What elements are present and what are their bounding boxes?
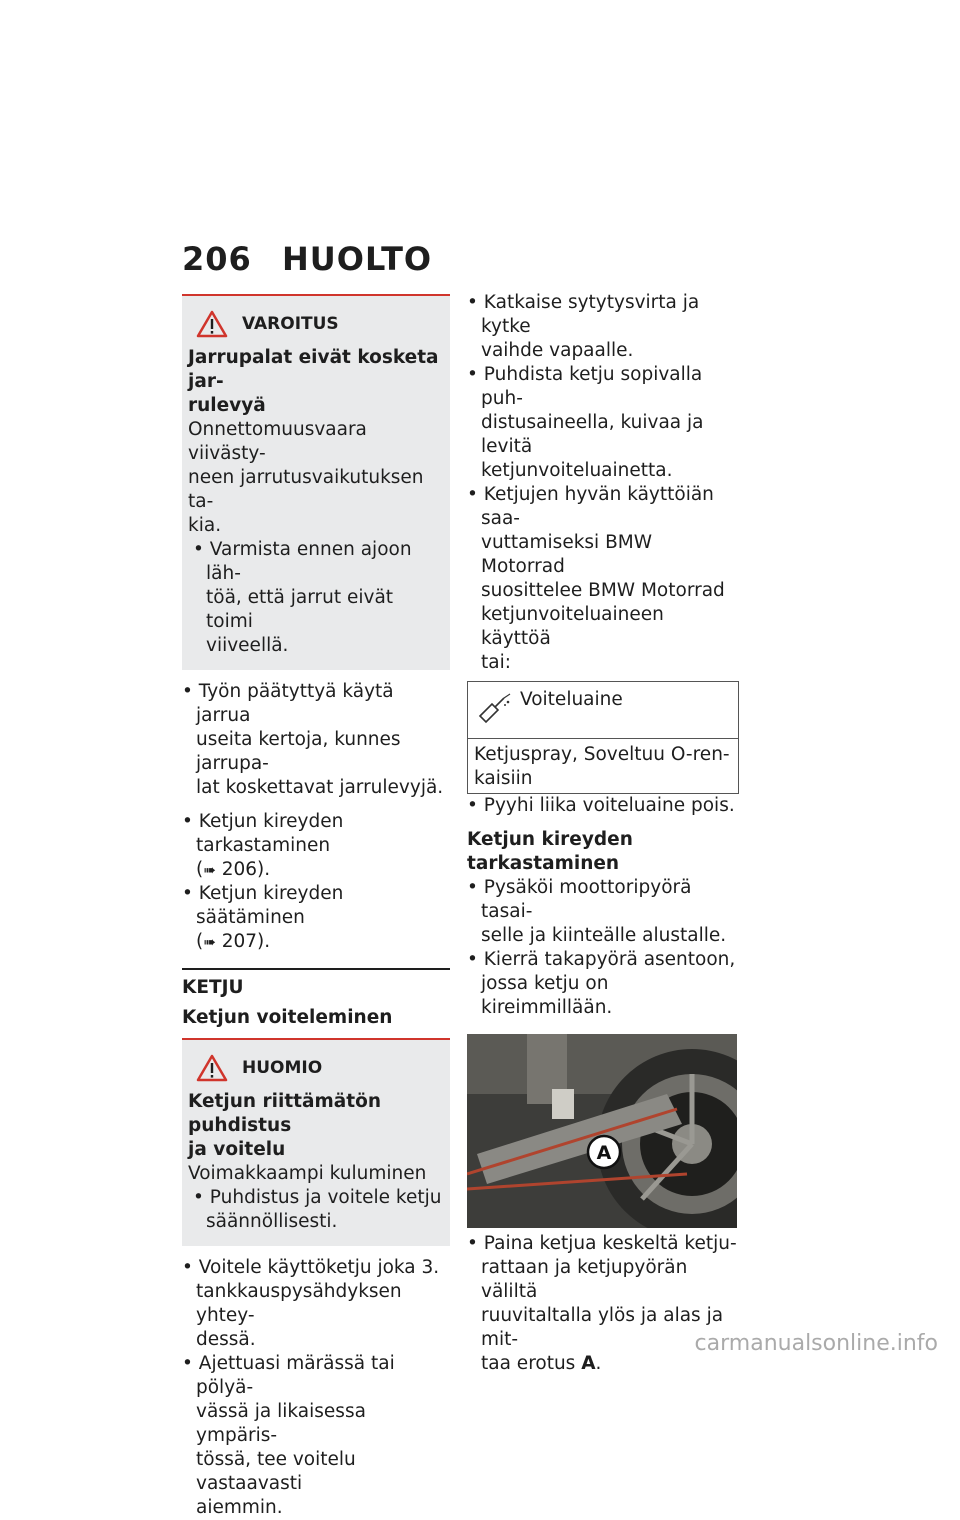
notice-title-line2: ja voitelu (188, 1139, 286, 1160)
list-item-line: Pysäköi moottoripyörä tasai- (481, 877, 692, 922)
warning-bullet-line2: töä, että jarrut eivät toimi (206, 587, 394, 632)
list-item-line: ketjunvoiteluaineen käyttöä (481, 604, 664, 649)
warning-title-line2: rulevyä (188, 395, 266, 416)
list-item-line: ketjunvoiteluainetta. (481, 460, 673, 481)
list-item-line: Ketjujen hyvän käyttöiän saa- (481, 484, 714, 529)
warning-triangle-icon (196, 1054, 228, 1082)
list-item-line: rattaan ja ketjupyörän väliltä (481, 1257, 688, 1302)
list-item-line: distusaineella, kuivaa ja levitä (481, 412, 704, 457)
cross-reference-1[interactable]: • Ketjun kireyden tarkastaminen (➠ 206). (182, 811, 344, 880)
notice-text: Voimakkaampi kuluminen (188, 1163, 427, 1184)
notice-bullet-line2: säännöllisesti. (206, 1211, 338, 1232)
list-item-line: suosittelee BMW Motorrad (481, 580, 725, 601)
warning-title-line1: Jarrupalat eivät kosketa jar- (188, 347, 439, 392)
warning-label: VAROITUS (242, 314, 339, 334)
list-item: • Paina ketjua keskeltä ketju- rattaan ja ketjupyörän väliltä ruuvitaltalla ylös ja alas ja mit- taa erotus A. (467, 1232, 739, 1376)
list-item-line: tankkauspysähdyksen yhtey- (196, 1281, 402, 1326)
list-item: • Työn päätyttyä käytä jarrua useita kertoja, kunnes jarrupa- lat koskettavat jarrulevyjä. (182, 680, 450, 800)
list-item-line: Katkaise sytytysvirta ja kytke (481, 292, 700, 337)
ref-paren: ( (196, 859, 204, 880)
sentence-end: . (595, 1353, 602, 1374)
photo-label-a: A (596, 1142, 612, 1164)
oil-can-icon (474, 690, 514, 724)
list-item-line: vässä ja likaisessa ympäris- (196, 1401, 366, 1446)
list-item: • Puhdista ketju sopivalla puh- distusaineella, kuivaa ja levitä ketjunvoiteluainetta. (467, 363, 739, 483)
lubricant-value-line2: kaisiin (474, 768, 533, 789)
ref-text: Ketjun kireyden säätäminen (196, 883, 344, 928)
list-item: • Voitele käyttöketju joka 3. tankkauspysähdyksen yhtey- dessä. (182, 1256, 450, 1352)
list-item: • Ajettuasi märässä tai pölyä- vässä ja likaisessa ympäris- tössä, tee voitelu vastaavasti aiemmin. (182, 1352, 450, 1520)
lubricant-value-row (468, 739, 738, 793)
warning-box (182, 294, 450, 670)
subsection-title: Ketjun voiteleminen (182, 1007, 393, 1028)
warning-text-line3: kia. (188, 515, 222, 536)
list-item: • Kierrä takapyörä asentoon, jossa ketju on kireimmillään. (467, 948, 739, 1020)
subsection-title-line2: tarkastaminen (467, 853, 620, 874)
cross-reference-2[interactable]: • Ketjun kireyden säätäminen (➠ 207). (182, 883, 344, 952)
list-item-line: Pyyhi liika voiteluaine pois. (483, 795, 735, 816)
section-title: KETJU (182, 977, 244, 998)
warning-text-line2: neen jarrutusvaikutuksen ta- (188, 467, 424, 512)
list-item-line: Puhdista ketju sopivalla puh- (481, 364, 703, 409)
lubricant-table (467, 681, 739, 794)
notice-bullet: • Puhdistus ja voitele ketju säännöllisesti. (193, 1187, 442, 1232)
list-item-line: vuttamiseksi BMW Motorrad (481, 532, 653, 577)
list-item-line: vaihde vapaalle. (481, 340, 634, 361)
list-item-line: Ajettuasi märässä tai pölyä- (196, 1353, 395, 1398)
notice-header (188, 1054, 442, 1082)
list-item-line: aiemmin. (196, 1497, 283, 1518)
list-item-line: tai: (481, 652, 511, 673)
warning-bullet-line3: viiveellä. (206, 635, 289, 656)
lubricant-header: Voiteluaine (520, 689, 623, 710)
list-item-line: dessä. (196, 1329, 256, 1350)
list-item-line: tössä, tee voitelu vastaavasti (196, 1449, 356, 1494)
list-item-line: Kierrä takapyörä asentoon, (483, 949, 736, 970)
list-item-line: ruuvitaltalla ylös ja alas ja mit- (481, 1305, 724, 1350)
warning-header (188, 310, 442, 338)
list-item: • Pysäköi moottoripyörä tasai- selle ja kiinteälle alustalle. (467, 876, 739, 948)
notice-bullet-line1: Puhdistus ja voitele ketju (209, 1187, 442, 1208)
subsection-title-line1: Ketjun kireyden (467, 829, 633, 850)
list-item-line: selle ja kiinteälle alustalle. (481, 925, 727, 946)
ref-paren: ( (196, 931, 204, 952)
warning-text-line1: Onnettomuusvaara viivästy- (188, 419, 367, 464)
list-item: • Ketjujen hyvän käyttöiän saa- vuttamiseksi BMW Motorrad suosittelee BMW Motorrad ketjunvoiteluaineen käyttöä tai: (467, 483, 739, 675)
subsection-title (467, 828, 739, 876)
ref-text: Ketjun kireyden tarkastaminen (196, 811, 344, 856)
list-item-line: jossa ketju on kireimmillään. (481, 973, 613, 1018)
arrow-right-icon: ➠ (203, 933, 216, 951)
lubricant-header-row (468, 682, 738, 739)
chapter-title: HUOLTO (282, 240, 433, 278)
warning-bullet: • Varmista ennen ajoon läh- töä, että jarrut eivät toimi viiveellä. (188, 538, 442, 658)
lubricant-value-line1: Ketjuspray, Soveltuu O-ren- (474, 744, 730, 765)
list-item-line: taa erotus (481, 1353, 576, 1374)
warning-bullet-line1: Varmista ennen ajoon läh- (206, 539, 412, 584)
ref-page: 207). (221, 931, 271, 952)
left-column (182, 294, 450, 1520)
notice-label: HUOMIO (242, 1058, 323, 1078)
warning-triangle-icon (196, 310, 228, 338)
ref-page: 206). (221, 859, 271, 880)
measure-label: A (581, 1353, 596, 1374)
notice-title-line1: Ketjun riittämätön puhdistus (188, 1091, 381, 1136)
list-item: • Katkaise sytytysvirta ja kytke vaihde vapaalle. (467, 291, 739, 363)
page-number: 206 (182, 240, 252, 278)
list-item-line: useita kertoja, kunnes jarrupa- (196, 729, 401, 774)
list-item-line: Paina ketjua keskeltä ketju- (483, 1233, 737, 1254)
arrow-right-icon: ➠ (203, 861, 216, 879)
list-item: • Pyyhi liika voiteluaine pois. (467, 795, 735, 816)
chain-photo (467, 1034, 737, 1228)
list-item-line: Voitele käyttöketju joka 3. (198, 1257, 440, 1278)
watermark: carmanualsonline.info (694, 1331, 938, 1356)
section-header (182, 968, 450, 1030)
list-item-line: Työn päätyttyä käytä jarrua (196, 681, 394, 726)
page-heading (182, 240, 432, 278)
list-item-line: lat koskettavat jarrulevyjä. (196, 777, 444, 798)
right-column (467, 291, 739, 1376)
notice-box (182, 1038, 450, 1246)
